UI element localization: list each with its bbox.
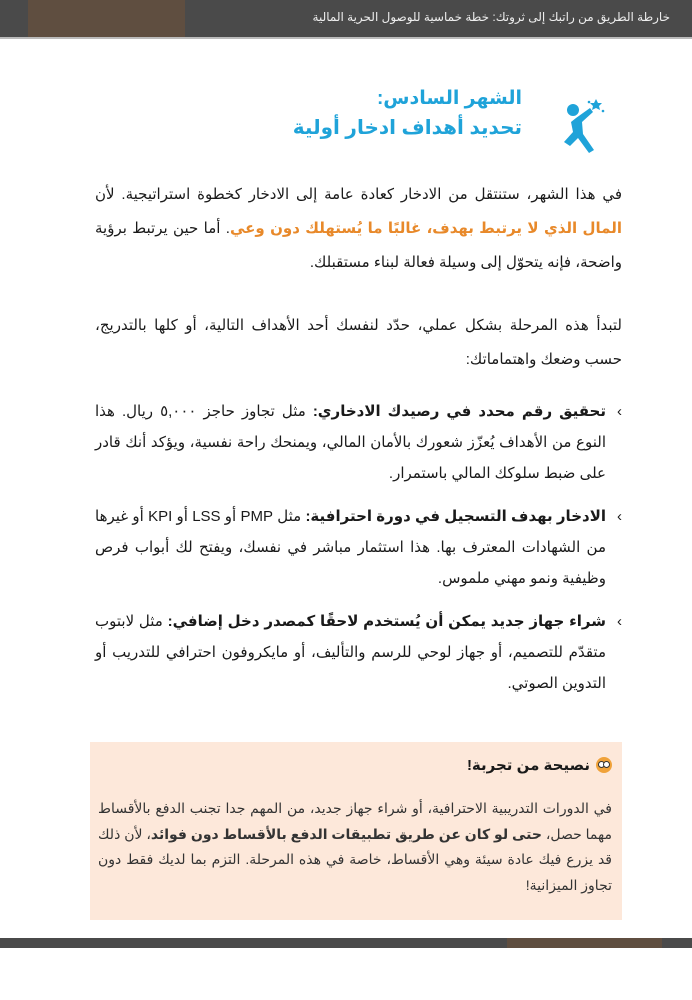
header-bar (0, 0, 692, 37)
goals-list (95, 396, 622, 711)
bullet-marker: › (617, 403, 622, 420)
tip-text-end: ، لأن ذلك قد يزرع فيك عادة سيئة وهي الأقساط، خاصة في هذه المرحلة. التزم بما لديك فقط دون تجاوز الميزانية! (98, 825, 612, 893)
intro-paragraph (95, 178, 622, 280)
bullet-marker: › (617, 508, 622, 525)
item-title: تحقيق رقم محدد في رصيدك الادخاري: (312, 403, 606, 420)
tip-text-start: في الدورات التدريبية الاحترافية، أو شراء جهاز جديد، من المهم جدا تجنب الدفع بالأقساط مهما حصل، (98, 800, 612, 842)
list-item (95, 396, 622, 489)
item-text: مثل تجاوز حاجز ٥,٠٠٠ ريال. هذا النوع من الأهداف يُعزّز شعورك بالأمان المالي، ويمنحك راحة نفسية، ويؤكد أنك قادر على ضبط سلوكك المالي باستمرار. (95, 403, 606, 482)
emoji-face-icon (596, 757, 612, 773)
section-heading (293, 85, 522, 143)
item-title: شراء جهاز جديد يمكن أن يُستخدم لاحقًا كمصدر دخل إضافي: (167, 613, 607, 630)
item-title: الادخار بهدف التسجيل في دورة احترافية: (305, 508, 607, 525)
person-reaching-star-icon (556, 98, 606, 154)
intro-text-end: . أما حين يرتبط برؤية واضحة، فإنه يتحوّل إلى وسيلة فعالة لبناء مستقبلك. (95, 220, 622, 271)
tip-title: نصيحة من تجربة! (466, 757, 590, 774)
tip-box (90, 742, 622, 920)
tip-text (98, 796, 612, 898)
header-accent-block (28, 0, 185, 37)
intro-text: في هذا الشهر، ستنتقل من الادخار كعادة عامة إلى الادخار كخطوة استراتيجية. لأن (95, 186, 622, 203)
item-text: مثل PMP أو LSS أو KPI أو غيرها من الشهادات المعترف بها. هذا استثمار مباشر في نفسك، ويفتح لك أبواب فرص وظيفية ونمو مهني ملموس. (95, 508, 606, 587)
item-text: مثل لابتوب متقدّم للتصميم، أو جهاز لوحي للرسم والتأليف، أو مايكروفون احترافي للتدريب أو التدوين الصوتي. (95, 613, 606, 692)
goals-intro-paragraph: لتبدأ هذه المرحلة بشكل عملي، حدّد لنفسك أحد الأهداف التالية، أو كلها بالتدريج، حسب وضعك واهتماماتك: (95, 317, 622, 368)
footer-bar (0, 938, 692, 948)
header-divider (0, 37, 692, 39)
list-item (95, 606, 622, 699)
intro-highlight: المال الذي لا يرتبط بهدف، غالبًا ما يُستهلك دون وعي (229, 220, 622, 237)
section-title: تحديد أهداف ادخار أولية (292, 117, 522, 139)
footer-accent-block (507, 938, 662, 948)
list-item (95, 501, 622, 594)
header-title: خارطة الطريق من راتبك إلى ثروتك: خطة خماسية للوصول الحرية المالية (312, 10, 670, 24)
month-label: الشهر السادس: (376, 88, 522, 109)
bullet-marker: › (617, 613, 622, 630)
tip-title-row (467, 756, 612, 774)
tip-text-bold: حتى لو كان عن طريق تطبيقات الدفع بالأقساط دون فوائد (150, 825, 542, 842)
